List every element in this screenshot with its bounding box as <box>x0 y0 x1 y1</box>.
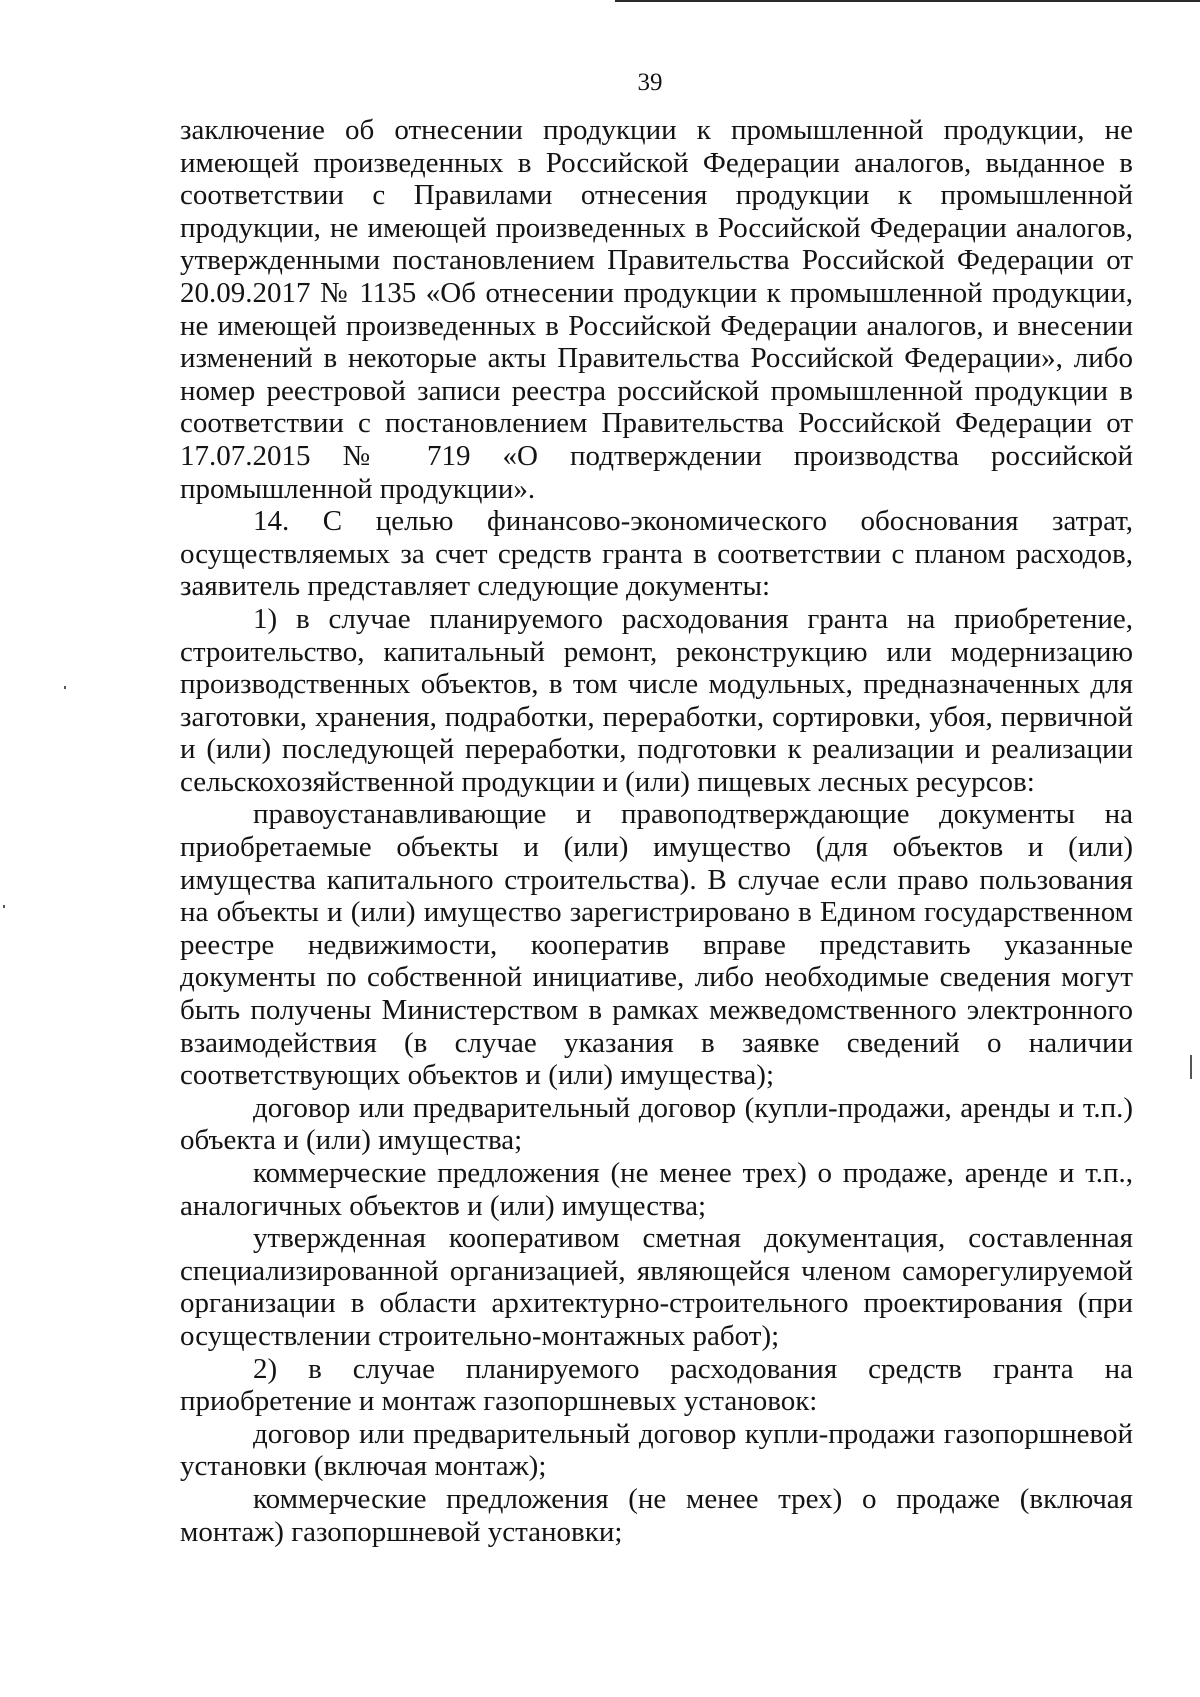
page-number: 39 <box>637 69 663 96</box>
paragraph-item-14: 14. С целью финансово-экономического обоснования затрат, осуществляемых за счет средств гранта в соответствии с планом расходов, заявитель представляет следующие документы: <box>180 505 1133 603</box>
paragraph-gas-piston-agreement: договор или предварительный договор купли-продажи газопоршневой установки (включая монтаж); <box>180 1417 1133 1483</box>
paragraph-conclusion: заключение об отнесении продукции к промышленной продукции, не имеющей произведенных в Российской Федерации аналогов, выданное в соответствии с Правилами отнесения продукции к промышленной продукции, не имеющей произведенных в Российской Федерации аналогов, утвержденными постановлением Правительства Российской Федерации от 20.09.2017 № 1135 «Об отнесении продукции к промышленной продукции, не имеющей произведенных в Российской Федерации аналогов, и внесении изменений в некоторые акты Правительства Российской Федерации», либо номер реестровой записи реестра российской промышленной продукции в соответствии с постановлением Правительства Российской Федерации от 17.07.2015 № 719 «О подтверждении производства российской промышленной продукции». <box>180 114 1133 505</box>
paragraph-purchase-agreement: договор или предварительный договор (купли-продажи, аренды и т.п.) объекта и (или) имущества; <box>180 1091 1133 1157</box>
paragraph-commercial-offers: коммерческие предложения (не менее трех) о продаже, аренде и т.п., аналогичных объектов и (или) имущества; <box>180 1157 1133 1222</box>
scan-speck <box>3 905 5 908</box>
paragraph-subitem-1: 1) в случае планируемого расходования гранта на приобретение, строительство, капитальный ремонт, реконструкцию или модернизацию производственных объектов, в том числе модульных, предназначенных для заготовки, хранения, подработки, переработки, сортировки, убоя, первичной и (или) последующей переработки, подготовки к реализации и реализации сельскохозяйственной продукции и (или) пищевых лесных ресурсов: <box>180 602 1133 798</box>
paragraph-estimate-documentation: утвержденная кооперативом сметная документация, составленная специализированной организацией, являющейся членом саморегулируемой организации в области архитектурно-строительного проектирования (при осуществлении строительно-монтажных работ); <box>180 1222 1133 1352</box>
scan-speck <box>1190 1055 1192 1079</box>
paragraph-subitem-2: 2) в случае планируемого расходования средств гранта на приобретение и монтаж газопоршневых установок: <box>180 1352 1133 1418</box>
document-body <box>180 114 1133 1548</box>
scan-border-line <box>615 0 1200 2</box>
paragraph-gas-piston-offers: коммерческие предложения (не менее трех) о продаже (включая монтаж) газопоршневой установки; <box>180 1482 1133 1548</box>
paragraph-title-documents: правоустанавливающие и правоподтверждающие документы на приобретаемые объекты и (или) имущество (для объектов и (или) имущества капитального строительства). В случае если право пользования на объекты и (или) имущество зарегистрировано в Едином государственном реестре недвижимости, кооператив вправе представить указанные документы по собственной инициативе, либо необходимые сведения могут быть получены Министерством в рамках межведомственного электронного взаимодействия (в случае указания в заявке сведений о наличии соответствующих объектов и (или) имущества); <box>180 798 1133 1092</box>
scan-speck <box>64 686 66 689</box>
